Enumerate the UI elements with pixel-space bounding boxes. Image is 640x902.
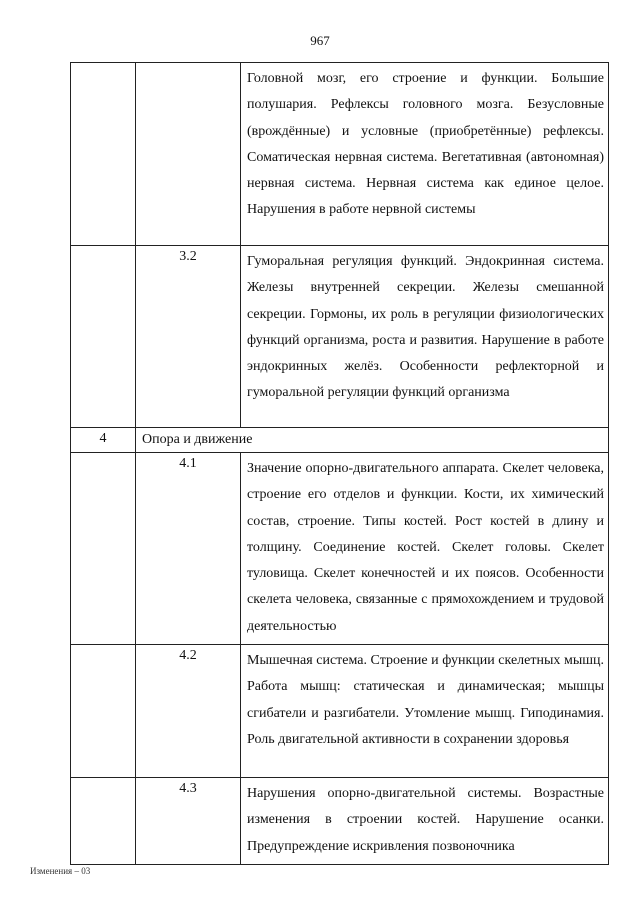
subsection-number-cell: 4.1 bbox=[136, 453, 241, 645]
curriculum-table bbox=[70, 62, 609, 865]
section-row bbox=[71, 428, 609, 453]
section-number-cell bbox=[71, 63, 136, 246]
table-row bbox=[71, 63, 609, 246]
topic-text-cell: Значение опорно-двигательного аппарата. Скелет человека, строение его отделов и функции. Кости, их химический состав, строение. Типы костей. Рост костей в длину и толщину. Соединение костей. Скелет головы. Скелет туловища. Скелет конечностей и их поясов. Особенности скелета человека, связанные с прямохождением и трудовой деятельностью bbox=[241, 453, 609, 645]
table-row bbox=[71, 645, 609, 778]
topic-text-cell: Нарушения опорно-двигательной системы. Возрастные изменения в строении костей. Нарушение осанки. Предупреждение искривления позвоночника bbox=[241, 778, 609, 865]
table-row bbox=[71, 453, 609, 645]
subsection-number-cell: 4.3 bbox=[136, 778, 241, 865]
section-number-cell bbox=[71, 778, 136, 865]
section-number-cell bbox=[71, 246, 136, 428]
section-number-cell bbox=[71, 645, 136, 778]
subsection-number-cell: 4.2 bbox=[136, 645, 241, 778]
table-row bbox=[71, 246, 609, 428]
subsection-number-cell: 3.2 bbox=[136, 246, 241, 428]
topic-text-cell: Мышечная система. Строение и функции скелетных мышц. Работа мышц: статическая и динамическая; мышцы сгибатели и разгибатели. Утомление мышц. Гиподинамия. Роль двигательной активности в сохранении здоровья bbox=[241, 645, 609, 778]
topic-text-cell: Головной мозг, его строение и функции. Большие полушария. Рефлексы головного мозга. Безусловные (врождённые) и условные (приобретённые) рефлексы. Соматическая нервная система. Вегетативная (автономная) нервная система. Нервная система как единое целое. Нарушения в работе нервной системы bbox=[241, 63, 609, 246]
section-title-cell: Опора и движение bbox=[136, 428, 609, 453]
section-number-cell: 4 bbox=[71, 428, 136, 453]
subsection-number-cell bbox=[136, 63, 241, 246]
topic-text-cell: Гуморальная регуляция функций. Эндокринная система. Железы внутренней секреции. Железы смешанной секреции. Гормоны, их роль в регуляции физиологических функций организма, роста и развития. Нарушение в работе эндокринных желёз. Особенности рефлекторной и гуморальной регуляции функций организма bbox=[241, 246, 609, 428]
page-number: 967 bbox=[310, 33, 330, 48]
section-number-cell bbox=[71, 453, 136, 645]
footer-revision-note: Изменения – 03 bbox=[30, 866, 91, 876]
table-row bbox=[71, 778, 609, 865]
